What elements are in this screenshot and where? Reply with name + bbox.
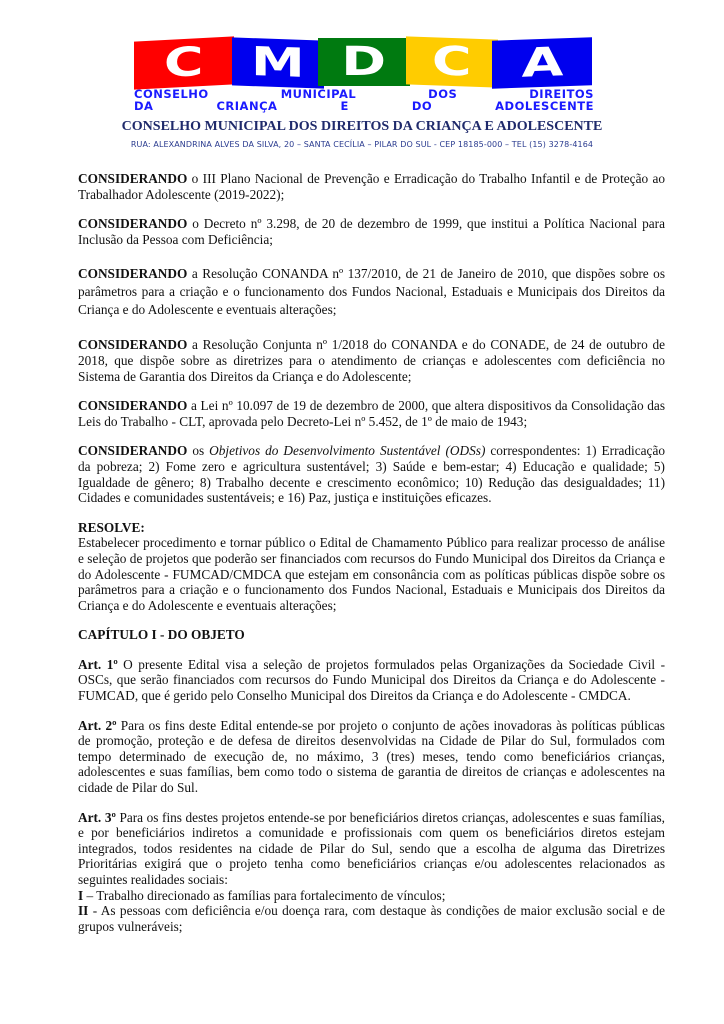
logo-block-a-blue	[492, 37, 592, 88]
logo-letter: C	[432, 38, 472, 86]
logo-word: E	[340, 99, 349, 113]
logo-letter: D	[341, 39, 387, 85]
considerando-paragraph	[78, 337, 665, 384]
logo-word: CRIANÇA	[216, 99, 278, 113]
considerando-ods-paragraph	[78, 443, 665, 505]
list-item	[78, 888, 665, 904]
article-text: Para os fins deste Edital entende-se por projeto o conjunto de ações inovadoras às políticas públicas de promoção, proteção e de defesa de direitos desenvolvidas na Cidade de Pilar do Sul, formulados com tempo determinado de execução de, no máximo, 3 (tres) meses, tendo como beneficiários crianças, adolescentes e suas famílias, bem como todo o sistema de garantia de direitos de crianças e adolescentes na cidade de Pilar do Sul.	[78, 717, 665, 796]
considerando-lead: CONSIDERANDO	[78, 266, 188, 282]
logo-word: DIREITOS	[529, 87, 594, 101]
article-paragraph	[78, 718, 665, 796]
logo-block-d-green	[318, 38, 410, 86]
logo-word: DO	[411, 99, 433, 113]
considerando-lead: CONSIDERANDO	[78, 216, 188, 232]
ods-pre-text: os	[187, 443, 210, 459]
considerando-lead: CONSIDERANDO	[78, 337, 188, 353]
resolve-heading-text: RESOLVE:	[78, 519, 145, 535]
considerando-lead: CONSIDERANDO	[78, 443, 188, 459]
considerando-text: a Resolução CONANDA nº 137/2010, de 21 de Janeiro de 2010, que dispões sobre os parâmetros para a criação e o funcionamento dos Fundos Nacional, Estaduais e Municipais dos Direitos da Criança e do Adolescente e eventuais alterações;	[78, 266, 665, 318]
logo-subtitle-line-2	[134, 100, 594, 113]
item-numeral: I	[78, 887, 84, 903]
list-item	[78, 903, 665, 934]
logo-block-c-yellow	[406, 36, 498, 87]
logo-block-m-blue	[232, 37, 324, 88]
ods-list-text: correspondentes: 1) Erradicação da pobreza; 2) Fome zero e agricultura sustentável; 3) Saúde e bem-estar; 4) Educação e qualidade; 5) Igualdade de gênero; 8) Trabalho decente e crescimento econômico; 10) Redução das desigualdades; 11) Cidades e comunidades sustentáveis; e 16) Paz, justiça e instituições eficazes.	[78, 443, 666, 506]
considerando-paragraph	[78, 171, 665, 202]
logo-word: DOS	[428, 87, 458, 101]
considerando-paragraph	[78, 216, 665, 247]
logo-word: MUNICIPAL	[280, 87, 357, 101]
article-text: Para os fins destes projetos entende-se por beneficiários diretos crianças, adolescentes e suas famílias, e por beneficiários indiretos a comunidade e profissionais com quem os beneficiários diretos estejam integrados, todos residentes na cidade de Pilar do Sul, sendo que a escolha de alguma das Diretrizes Prioritárias exigirá que o projeto tenha como beneficiários crianças e/ou adolescentes relacionados as seguintes realidades sociais:	[78, 809, 665, 887]
considerando-paragraph	[78, 398, 665, 429]
logo-letter: M	[251, 39, 305, 87]
logo-word: CONSELHO	[134, 87, 209, 101]
logo-letter-blocks	[128, 35, 598, 87]
article-text: O presente Edital visa a seleção de projetos formulados pelas Organizações da Sociedade Civil - OSCs, que serão financiados com recursos do Fundo Municipal dos Direitos da Criança e do Adolescente - FUMCAD, que é gerido pelo Conselho Municipal dos Direitos da Criança e do Adolescente - CMDCA.	[78, 656, 665, 704]
considerando-lead: CONSIDERANDO	[78, 171, 188, 186]
article-number: Art. 3º	[78, 809, 116, 825]
organization-title: CONSELHO MUNICIPAL DOS DIREITOS DA CRIANÇA E ADOLESCENTE	[121, 119, 603, 134]
item-text: - As pessoas com deficiência e/ou doença rara, com destaque às condições de maior exclusão social e de grupos vulneráveis;	[78, 903, 665, 934]
logo-word: DA	[134, 99, 154, 113]
considerando-text: o Decreto nº 3.298, de 20 de dezembro de 1999, que institui a Política Nacional para Inclusão da Pessoa com Deficiência;	[78, 216, 665, 247]
considerando-text: a Resolução Conjunta nº 1/2018 do CONANDA e do CONADE, de 24 de outubro de 2018, que dispõe sobre as diretrizes para o atendimento de crianças e adolescentes com deficiência no Sistema de Garantia dos Direitos da Criança e do Adolescente;	[78, 337, 665, 384]
ods-italic-title: Objetivos do Desenvolvimento Sustentável (ODSs)	[209, 443, 486, 459]
article-paragraph	[78, 810, 665, 888]
chapter-heading	[78, 627, 665, 643]
logo-block-c-red	[134, 36, 234, 89]
article-paragraph	[78, 657, 665, 704]
item-text: – Trabalho direcionado as famílias para fortalecimento de vínculos;	[83, 887, 446, 903]
considerando-text: o III Plano Nacional de Prevenção e Erradicação do Trabalho Infantil e de Proteção ao Trabalhador Adolescente (2019-2022);	[78, 171, 665, 202]
document-body	[78, 171, 665, 934]
considerando-paragraph	[78, 265, 665, 319]
item-numeral: II	[78, 903, 89, 919]
considerando-text: a Lei nº 10.097 de 19 de dezembro de 2000, que altera dispositivos da Consolidação das Leis do Trabalho - CLT, aprovada pelo Decreto-Lei nº 5.452, de 1º de maio de 1943;	[78, 398, 665, 429]
cmdca-logo	[128, 35, 598, 115]
article-number: Art. 2º	[78, 717, 117, 733]
chapter-heading-text: CAPÍTULO I - DO OBJETO	[78, 627, 245, 643]
considerando-lead: CONSIDERANDO	[78, 398, 188, 414]
organization-address: RUA: ALEXANDRINA ALVES DA SILVA, 20 – SANTA CECÍLIA – PILAR DO SUL - CEP 18185-000 – TEL (15) 3278-4164	[130, 140, 594, 149]
logo-word: ADOLESCENTE	[495, 99, 594, 113]
logo-letter: C	[164, 38, 204, 88]
resolve-paragraph: Estabelecer procedimento e tornar público o Edital de Chamamento Público para realizar processo de análise e seleção de projetos que poderão ser financiados com recursos do Fundo Municipal dos Direitos da Criança e do Adolescente - FUMCAD/CMDCA que estejam em consonância com as políticas públicas dispõe sobre os parâmetros para a criação e o funcionamento dos Fundos Nacional, Estaduais e Municipais dos Direitos da Criança e do Adolescente e eventuais alterações;	[78, 535, 665, 613]
article-number: Art. 1º	[78, 656, 118, 672]
resolve-heading	[78, 520, 665, 536]
logo-letter: A	[521, 39, 563, 87]
